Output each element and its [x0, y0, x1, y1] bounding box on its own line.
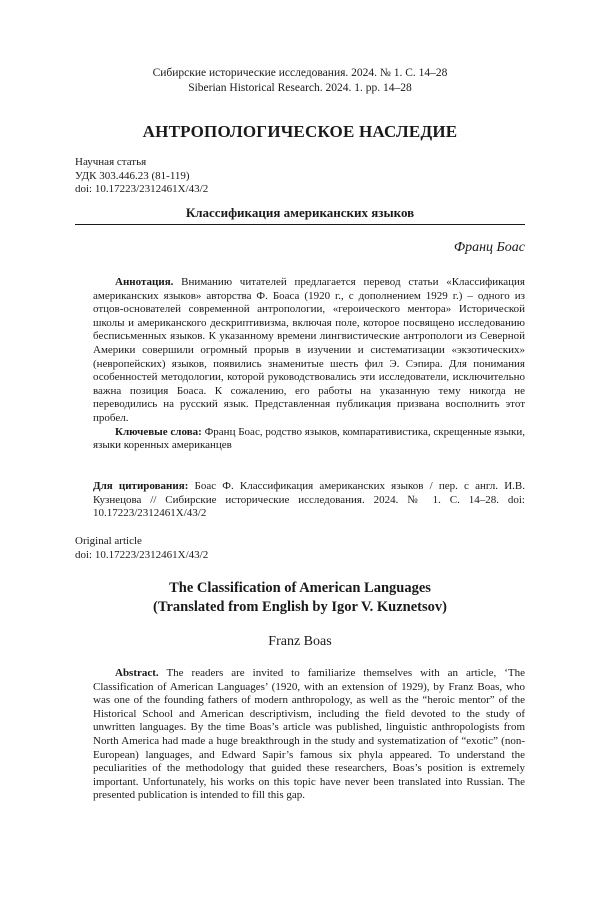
article-title-en — [0, 579, 600, 617]
author-en: Franz Boas — [268, 634, 332, 649]
citation-ru — [93, 480, 525, 521]
title-en-line2: (Translated from English by Igor V. Kuznetsov) — [153, 599, 447, 615]
abstract-en-label: Abstract. — [115, 667, 159, 679]
keywords-ru-paragraph — [93, 426, 525, 453]
author-ru: Франц Боас — [453, 240, 525, 255]
journal-header — [0, 66, 600, 95]
article-meta-en — [75, 535, 208, 562]
section-title: АНТРОПОЛОГИЧЕСКОЕ НАСЛЕДИЕ — [142, 122, 458, 141]
journal-line-ru: Сибирские исторические исследования. 2024. № 1. С. 14–28 — [152, 67, 448, 79]
citation-ru-label: Для цитирования: — [93, 480, 189, 492]
udk-code: УДК 303.446.23 (81-119) — [75, 169, 190, 182]
title-en-line1: The Classification of American Languages — [169, 580, 431, 596]
citation-ru-text: Боас Ф. Классификация американских языков / пер. с англ. И.В. Кузнецова // Сибирские исторические исследования. 2024. № 1. С. 14–28. doi: 10.17223/2312461X/43/2 — [93, 480, 525, 520]
doi-en: doi: 10.17223/2312461X/43/2 — [75, 548, 209, 561]
abstract-ru-label: Аннотация. — [115, 276, 174, 288]
keywords-ru-text: Франц Боас, родство языков, компаративистика, скрещенные языки, языки коренных американцев — [93, 425, 526, 452]
doi-ru: doi: 10.17223/2312461X/43/2 — [75, 183, 209, 195]
abstract-ru-paragraph — [93, 276, 525, 426]
abstract-ru — [93, 276, 525, 453]
keywords-ru-label: Ключевые слова: — [115, 425, 202, 438]
article-type-en: Original article — [75, 535, 142, 547]
article-title-ru: Классификация американских языков — [185, 205, 415, 220]
article-type-ru: Научная статья — [75, 156, 147, 168]
article-meta-ru — [75, 156, 208, 197]
abstract-en — [93, 667, 525, 803]
abstract-en-text: The readers are invited to familiarize themselves with an article, ‘The Classification of American Languages’ (1920, with an extension of 1929), by Franz Boas, who was one of the founding fathers of modern anthropology, as well as the “heroic mentor” of the Historical School and American descriptivism, including the field devoted to the study of unwritten languages. By the time Boas’s article was published, linguistic anthropologists from North America had made a huge breakthrough in the study and systematization of “exotic” (non-European) languages, and Edward Sapir’s famous six phyla appeared. To understand the peculiarities of the methodology that guided these researchers, Boas’s position is extremely important. Unfortunately, his works on this topic have never been translated into Russian. The presented publication is intended to fill this gap. — [93, 667, 525, 802]
abstract-en-paragraph — [93, 667, 525, 803]
title-divider — [75, 224, 525, 225]
citation-ru-paragraph — [93, 480, 525, 521]
journal-line-en: Siberian Historical Research. 2024. 1. pp. 14–28 — [188, 81, 412, 94]
abstract-ru-text: Вниманию читателей предлагается перевод статьи «Классификация американских языков» авторства Ф. Боаса (1920 г., с дополнением 1929 г.) – одного из отцов-основателей современной антропологии, «героического ментора» Исторической школы и американского дескриптивизма, включая поле, которое посвящено исследованию бесписьменных языков. К указанному времени лингвистические антропологи из Северной Америки совершили огромный прорыв в изучении и систематизации «экзотических» (невропейских) языков, появились знаменитые шесть фил Э. Сэпира. Для понимания особенностей методологии, которой руководствовались эти исследователи, исключительно важна позиция Боаса. К сожалению, его работы на указанную тему никогда не переводились на русский язык. Представленная публикация призвана восполнить этот пробел. — [93, 276, 525, 424]
